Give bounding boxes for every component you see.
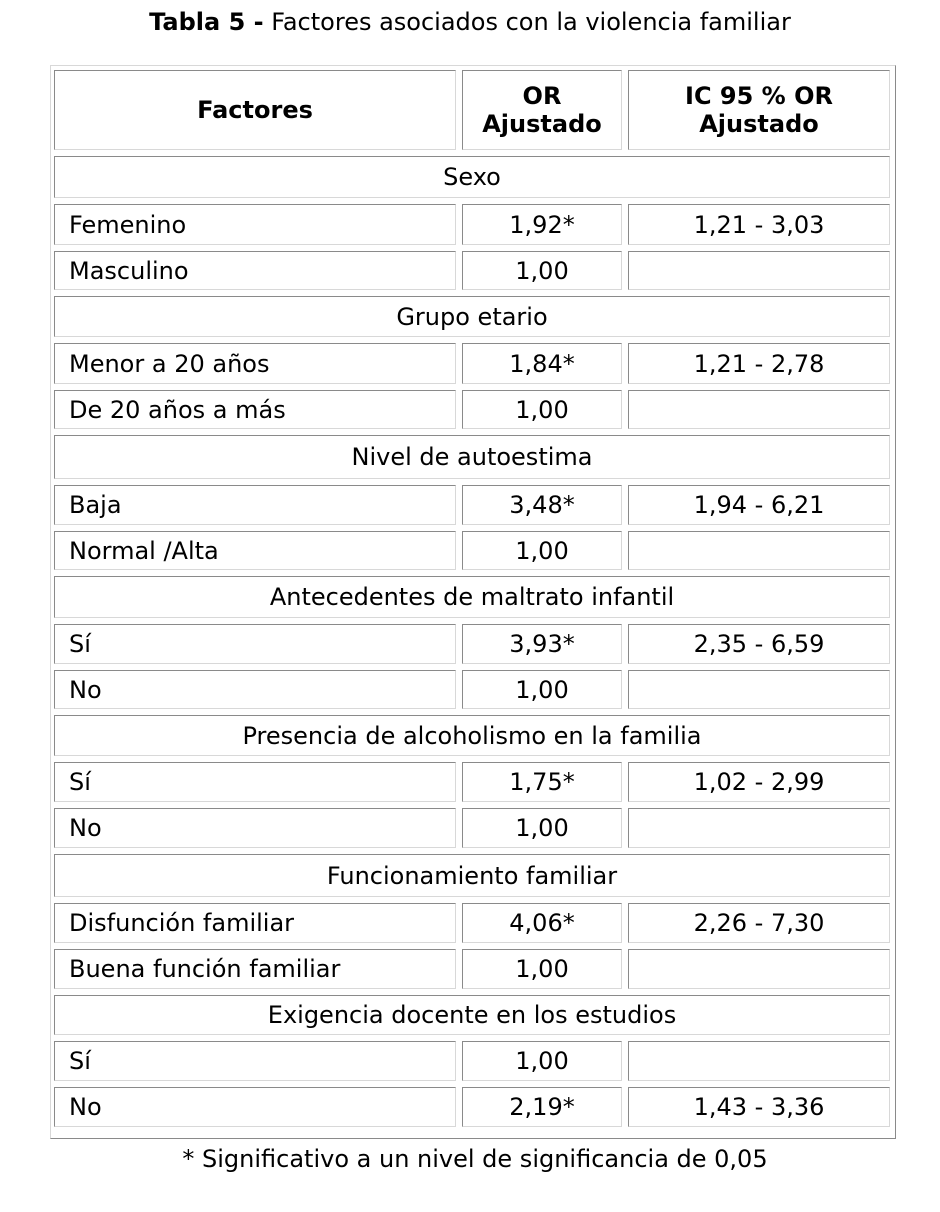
table-row <box>54 903 890 943</box>
factor-cell: De 20 años a más <box>54 390 456 429</box>
header-ic-text: IC 95 % OR Ajustado <box>685 82 833 138</box>
ic-cell: 1,21 - 2,78 <box>628 343 890 384</box>
or-cell: 1,00 <box>462 949 622 989</box>
ic-cell: 1,43 - 3,36 <box>628 1087 890 1127</box>
or-cell: 3,93* <box>462 624 622 664</box>
table-row <box>54 390 890 429</box>
factor-cell: No <box>54 1087 456 1127</box>
factor-cell: No <box>54 670 456 709</box>
group-label: Presencia de alcoholismo en la familia <box>54 715 890 756</box>
ic-cell: 1,21 - 3,03 <box>628 204 890 245</box>
or-cell: 3,48* <box>462 485 622 525</box>
ic-cell <box>628 531 890 570</box>
or-cell: 1,00 <box>462 390 622 429</box>
factor-cell: Femenino <box>54 204 456 245</box>
factor-cell: Sí <box>54 762 456 802</box>
or-cell: 1,00 <box>462 251 622 290</box>
table-row <box>54 949 890 989</box>
ic-cell <box>628 1041 890 1081</box>
group-label: Exigencia docente en los estudios <box>54 995 890 1035</box>
or-cell: 1,00 <box>462 808 622 848</box>
table-row <box>54 485 890 525</box>
caption-label: Tabla 5 - <box>149 8 264 36</box>
group-label: Grupo etario <box>54 296 890 337</box>
group-row <box>54 435 890 479</box>
group-row <box>54 296 890 337</box>
or-cell: 1,00 <box>462 531 622 570</box>
factor-cell: Normal /Alta <box>54 531 456 570</box>
ic-cell <box>628 949 890 989</box>
or-cell: 2,19* <box>462 1087 622 1127</box>
table-row <box>54 808 890 848</box>
ic-cell: 1,94 - 6,21 <box>628 485 890 525</box>
factor-cell: No <box>54 808 456 848</box>
group-label: Funcionamiento familiar <box>54 854 890 897</box>
ic-cell: 2,26 - 7,30 <box>628 903 890 943</box>
group-label: Antecedentes de maltrato infantil <box>54 576 890 618</box>
table-row <box>54 251 890 290</box>
ic-cell <box>628 670 890 709</box>
or-cell: 4,06* <box>462 903 622 943</box>
factor-cell: Sí <box>54 624 456 664</box>
group-row <box>54 854 890 897</box>
table-row <box>54 204 890 245</box>
caption-title: Factores asociados con la violencia familiar <box>271 8 791 36</box>
factor-cell: Disfunción familiar <box>54 903 456 943</box>
group-row <box>54 715 890 756</box>
group-row <box>54 995 890 1035</box>
table-row <box>54 670 890 709</box>
header-ic <box>628 70 890 150</box>
factor-cell: Buena función familiar <box>54 949 456 989</box>
group-row <box>54 576 890 618</box>
factor-cell: Baja <box>54 485 456 525</box>
table-frame <box>50 65 896 1139</box>
ic-cell <box>628 251 890 290</box>
or-cell: 1,00 <box>462 1041 622 1081</box>
ic-cell: 1,02 - 2,99 <box>628 762 890 802</box>
header-or-ajustado <box>462 70 622 150</box>
ic-cell <box>628 808 890 848</box>
table-row <box>54 531 890 570</box>
or-cell: 1,84* <box>462 343 622 384</box>
table-row <box>54 1087 890 1127</box>
header-or-text: OR Ajustado <box>482 82 602 138</box>
header-row <box>54 70 890 150</box>
factor-cell: Sí <box>54 1041 456 1081</box>
factor-cell: Menor a 20 años <box>54 343 456 384</box>
group-row <box>54 156 890 198</box>
ic-cell <box>628 390 890 429</box>
table-row <box>54 343 890 384</box>
table-caption <box>0 6 940 38</box>
table-row <box>54 624 890 664</box>
group-label: Nivel de autoestima <box>54 435 890 479</box>
table-row <box>54 762 890 802</box>
table-row <box>54 1041 890 1081</box>
or-cell: 1,75* <box>462 762 622 802</box>
footnote: * Significativo a un nivel de significancia de 0,05 <box>182 1145 768 1173</box>
factors-table <box>48 64 896 1133</box>
ic-cell: 2,35 - 6,59 <box>628 624 890 664</box>
or-cell: 1,92* <box>462 204 622 245</box>
group-label: Sexo <box>54 156 890 198</box>
or-cell: 1,00 <box>462 670 622 709</box>
header-factores: Factores <box>54 70 456 150</box>
factor-cell: Masculino <box>54 251 456 290</box>
